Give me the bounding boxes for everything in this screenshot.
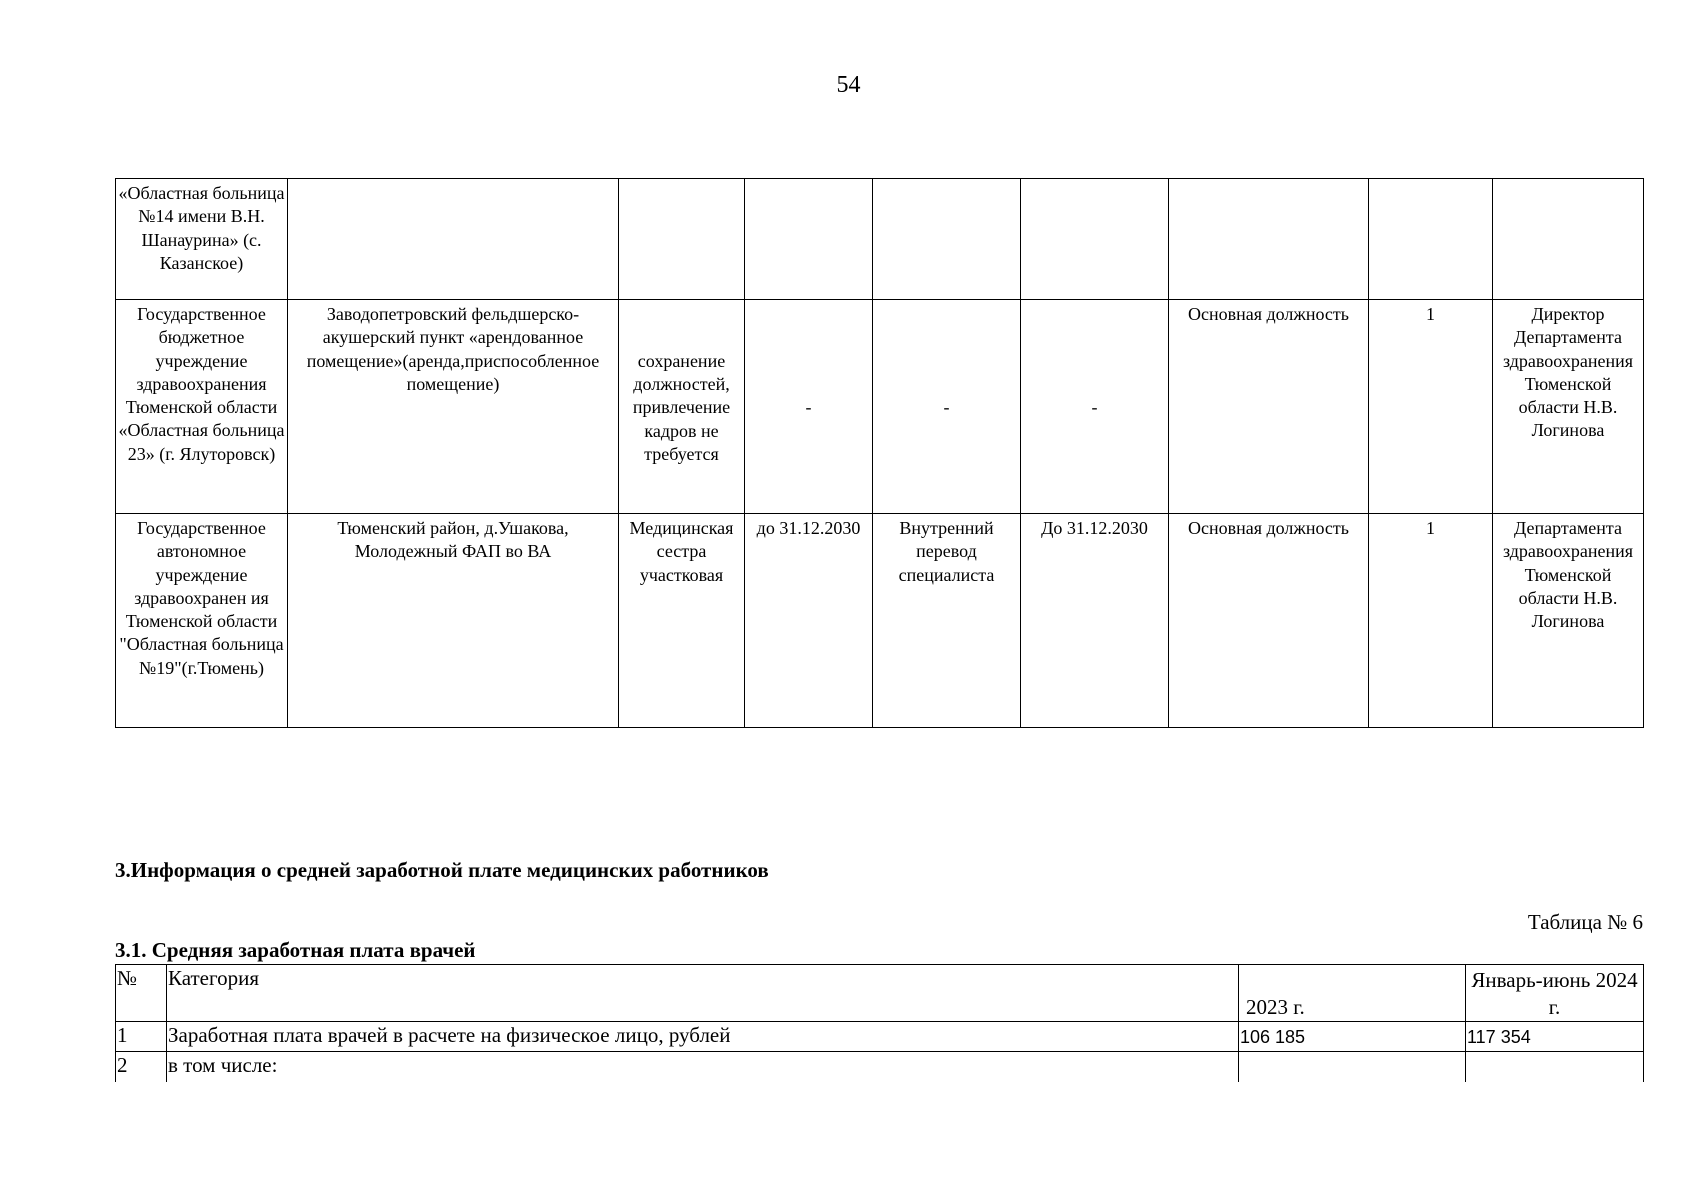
row-category: в том числе: — [167, 1052, 1239, 1083]
location-cell: Заводопетровский фельдшерско-акушерский пункт «арендованное помещение»(аренда,приспособленное помещение) — [288, 300, 619, 514]
row-year-value — [1239, 1052, 1466, 1083]
table-caption: Таблица № 6 — [1527, 910, 1643, 934]
responsible-cell: Департамента здравоохранения Тюменской области Н.В. Логинова — [1493, 514, 1644, 728]
salary-table — [115, 964, 1644, 1082]
position-cell — [619, 179, 745, 300]
count-cell: 1 — [1369, 300, 1493, 514]
table-header-row — [116, 965, 1644, 1022]
table-row — [116, 1052, 1644, 1083]
count-cell — [1369, 179, 1493, 300]
header-category: Категория — [167, 965, 1239, 1022]
term-cell: - — [1021, 300, 1169, 514]
section-heading: 3.Информация о средней заработной плате медицинских работников — [115, 858, 769, 882]
position-cell: Медицинская сестра участковая — [619, 514, 745, 728]
table-row — [116, 514, 1644, 728]
row-number: 2 — [116, 1052, 167, 1083]
staff-table — [115, 178, 1644, 728]
responsible-cell: Директор Департамента здравоохранения Тюменской области Н.В. Логинова — [1493, 300, 1644, 514]
subsection-heading: 3.1. Средняя заработная плата врачей — [115, 938, 476, 962]
row-period-value: 117 354 — [1466, 1022, 1644, 1052]
term-cell — [1021, 179, 1169, 300]
measure-cell: Внутренний перевод специалиста — [873, 514, 1021, 728]
page-number: 54 — [836, 72, 861, 98]
row-category: Заработная плата врачей в расчете на физическое лицо, рублей — [167, 1022, 1239, 1052]
measure-cell: - — [873, 300, 1021, 514]
table-row — [116, 179, 1644, 300]
deadline-cell: до 31.12.2030 — [745, 514, 873, 728]
term-cell: До 31.12.2030 — [1021, 514, 1169, 728]
deadline-cell: - — [745, 300, 873, 514]
row-year-value: 106 185 — [1239, 1022, 1466, 1052]
header-year: 2023 г. — [1239, 965, 1466, 1022]
header-number: № — [116, 965, 167, 1022]
deadline-cell — [745, 179, 873, 300]
responsible-cell — [1493, 179, 1644, 300]
header-period: Январь-июнь 2024 г. — [1466, 965, 1644, 1022]
institution-cell: «Областная больница №14 имени В.Н. Шанаурина» (с. Казанское) — [116, 179, 288, 300]
location-cell — [288, 179, 619, 300]
position-cell: сохранение должностей, привлечение кадров не требуется — [619, 300, 745, 514]
institution-cell: Государственное автономное учреждение здравоохранен ия Тюменской области "Областная больница №19"(г.Тюмень) — [116, 514, 288, 728]
post-type-cell: Основная должность — [1169, 300, 1369, 514]
post-type-cell — [1169, 179, 1369, 300]
row-period-value — [1466, 1052, 1644, 1083]
count-cell: 1 — [1369, 514, 1493, 728]
institution-cell: Государственное бюджетное учреждение здравоохранения Тюменской области «Областная больница 23» (г. Ялуторовск) — [116, 300, 288, 514]
location-cell: Тюменский район, д.Ушакова, Молодежный ФАП во ВА — [288, 514, 619, 728]
table-row — [116, 1022, 1644, 1052]
row-number: 1 — [116, 1022, 167, 1052]
table-row — [116, 300, 1644, 514]
post-type-cell: Основная должность — [1169, 514, 1369, 728]
measure-cell — [873, 179, 1021, 300]
